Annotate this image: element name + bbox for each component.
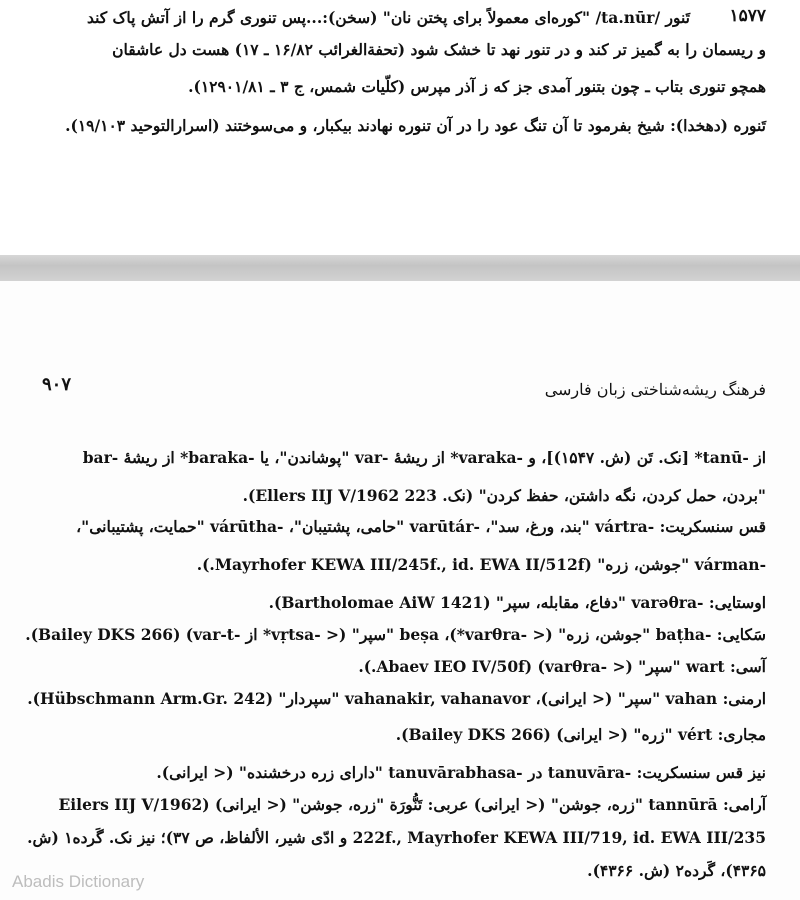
text-line: قس سنسکریت: -vártra "بند، ورغ، سد"، -varūtár "حامی، پشتیبان"، -várūtha "حمایت، پشتیبانی"، [76,517,766,536]
page-top-fragment [0,0,800,255]
entry-line-1: تَنور /ta.nūr/ "کوره‌ای معمولاً برای پختن نان" (سخن):...پس تنوری گرم را از آتش پاک کند [86,8,690,27]
text-line: ارمنی: vahan "سپر" (< ایرانی)، vahanakir, vahanavor "سپردار" (Hübschmann Arm.Gr. 242). [27,689,766,708]
page-number: ۹۰۷ [42,374,72,395]
text-line: ۴۳۶۵)، گَرده۲ (ش. ۴۳۶۶). [587,861,766,880]
text-line: از -tanū* [نک. تَن (ش. ۱۵۴۷)]، و -varaka* از ریشهٔ -var "پوشاندن"، یا -baraka* از ریشهٔ -bar [82,448,766,467]
watermark: Abadis Dictionary [12,872,145,891]
page-907 [0,281,800,900]
entry-line-2: و ریسمان را به گمیز تر کند و در تنور نهد تا خشک شود (تحفةالغرائب ۱۶/۸۲ ـ ۱۷) هست دل عاشقان [112,40,766,59]
text-line: آسی: wart "سپر" (< -varθra) (Abaev IEO IV/50f.). [358,657,766,676]
text-line: نیز قس سنسکریت: -tanuvāra در -tanuvārabhasa "دارای زره درخشنده" (< ایرانی). [156,763,766,782]
text-line: اوستایی: -varəθra "دفاع، مقابله، سپر" (Bartholomae AiW 1421). [268,593,766,612]
running-head: فرهنگ ریشه‌شناختی زبان فارسی [544,380,766,399]
entry-number: ۱۵۷۷ [729,6,766,26]
text-line: مجاری: vért "زره" (< ایرانی) (Bailey DKS 266). [395,725,766,744]
text-line: "بردن، حمل کردن، نگه داشتن، حفظ کردن" (نک. Ellers IIJ V/1962 223). [242,486,766,505]
text-line: آرامی: tannūrā "زره، جوشن" (< ایرانی) عربی: تَنُّورَة "زره، جوشن" (< ایرانی) (Eilers IIJ V/1962 [58,795,766,814]
text-line: -várman "جوشن، زره" (Mayrhofer KEWA III/245f., id. EWA II/512f.). [196,555,766,574]
entry-line-3: همچو تنوری بتاب ـ چون بتنور آمدی جز که ز آذر مپرس (کلّیات شمس، ج ۳ ـ ۱۲۹۰۱/۸۱). [188,77,766,96]
page-divider [0,255,800,281]
entry-line-4: تَنوره (دهخدا): شیخ بفرمود تا آن تنگ عود را در آن تنوره نهادند بیکبار، و می‌سوختند (اسرارالتوحید ۱۹/۱۰۳). [65,116,766,135]
text-line: 222f., Mayrhofer KEWA III/719, id. EWA III/235 و ادّی شیر، الألفاظ، ص ۳۷)؛ نیز نک. گَرده۱ (ش. [27,828,766,847]
text-line: سَکایی: -baṭha "جوشن، زره" (< -varθra*)، beṣa "سپر" (< -vṛtsa* از -var-t) (Bailey DKS 266). [25,625,766,644]
